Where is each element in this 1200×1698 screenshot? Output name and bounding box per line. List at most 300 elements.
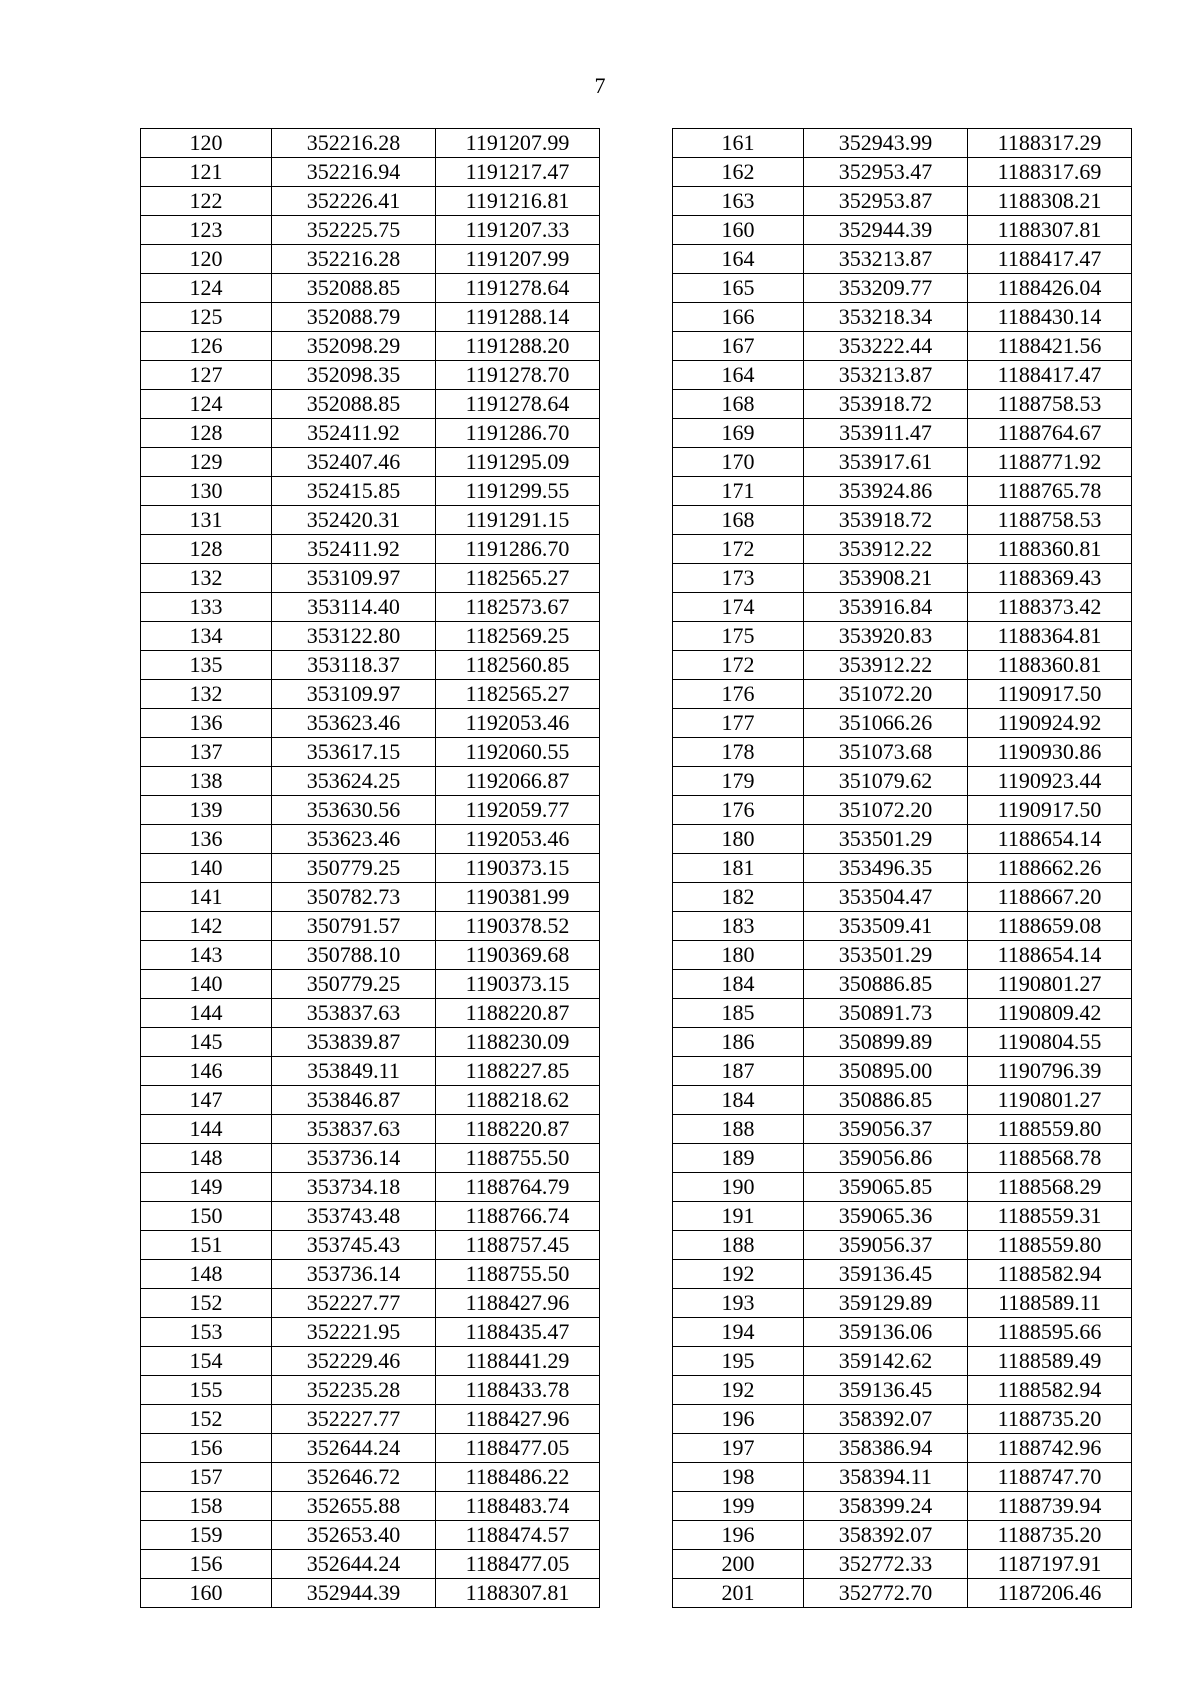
point-number-cell: 157 xyxy=(141,1463,272,1492)
x-coordinate-cell: 352229.46 xyxy=(272,1347,436,1376)
y-coordinate-cell: 1188474.57 xyxy=(436,1521,600,1550)
y-coordinate-cell: 1188766.74 xyxy=(436,1202,600,1231)
y-coordinate-cell: 1188417.47 xyxy=(968,245,1132,274)
point-number-cell: 197 xyxy=(673,1434,804,1463)
x-coordinate-cell: 353109.97 xyxy=(272,680,436,709)
table-row xyxy=(141,390,600,419)
point-number-cell: 156 xyxy=(141,1434,272,1463)
point-number-cell: 136 xyxy=(141,825,272,854)
table-row xyxy=(141,129,600,158)
table-row xyxy=(673,738,1132,767)
y-coordinate-cell: 1190381.99 xyxy=(436,883,600,912)
table-row xyxy=(141,1405,600,1434)
x-coordinate-cell: 358399.24 xyxy=(804,1492,968,1521)
table-row xyxy=(673,1231,1132,1260)
table-row xyxy=(673,506,1132,535)
table-row xyxy=(141,564,600,593)
point-number-cell: 185 xyxy=(673,999,804,1028)
x-coordinate-cell: 353916.84 xyxy=(804,593,968,622)
y-coordinate-cell: 1188364.81 xyxy=(968,622,1132,651)
point-number-cell: 141 xyxy=(141,883,272,912)
table-row xyxy=(673,970,1132,999)
table-row xyxy=(673,245,1132,274)
y-coordinate-cell: 1188659.08 xyxy=(968,912,1132,941)
point-number-cell: 152 xyxy=(141,1289,272,1318)
table-row xyxy=(673,1260,1132,1289)
point-number-cell: 189 xyxy=(673,1144,804,1173)
x-coordinate-cell: 353122.80 xyxy=(272,622,436,651)
y-coordinate-cell: 1188230.09 xyxy=(436,1028,600,1057)
point-number-cell: 173 xyxy=(673,564,804,593)
point-number-cell: 177 xyxy=(673,709,804,738)
x-coordinate-cell: 353623.46 xyxy=(272,709,436,738)
point-number-cell: 188 xyxy=(673,1115,804,1144)
table-row xyxy=(141,1347,600,1376)
y-coordinate-cell: 1188227.85 xyxy=(436,1057,600,1086)
point-number-cell: 128 xyxy=(141,419,272,448)
point-number-cell: 170 xyxy=(673,448,804,477)
table-row xyxy=(673,1376,1132,1405)
table-row xyxy=(141,854,600,883)
x-coordinate-cell: 359136.06 xyxy=(804,1318,968,1347)
y-coordinate-cell: 1188568.78 xyxy=(968,1144,1132,1173)
table-row xyxy=(673,419,1132,448)
y-coordinate-cell: 1188755.50 xyxy=(436,1144,600,1173)
table-row xyxy=(141,1231,600,1260)
y-coordinate-cell: 1190801.27 xyxy=(968,1086,1132,1115)
point-number-cell: 178 xyxy=(673,738,804,767)
table-row xyxy=(141,1202,600,1231)
table-row xyxy=(673,1434,1132,1463)
table-row xyxy=(141,1057,600,1086)
point-number-cell: 144 xyxy=(141,999,272,1028)
y-coordinate-cell: 1191288.14 xyxy=(436,303,600,332)
table-row xyxy=(141,1289,600,1318)
table-row xyxy=(141,1550,600,1579)
y-coordinate-cell: 1188758.53 xyxy=(968,390,1132,419)
point-number-cell: 122 xyxy=(141,187,272,216)
point-number-cell: 171 xyxy=(673,477,804,506)
x-coordinate-cell: 352407.46 xyxy=(272,448,436,477)
table-row xyxy=(141,1492,600,1521)
y-coordinate-cell: 1188568.29 xyxy=(968,1173,1132,1202)
point-number-cell: 140 xyxy=(141,970,272,999)
table-row xyxy=(141,593,600,622)
x-coordinate-cell: 352221.95 xyxy=(272,1318,436,1347)
point-number-cell: 154 xyxy=(141,1347,272,1376)
y-coordinate-cell: 1188662.26 xyxy=(968,854,1132,883)
x-coordinate-cell: 352411.92 xyxy=(272,419,436,448)
x-coordinate-cell: 353496.35 xyxy=(804,854,968,883)
y-coordinate-cell: 1182569.25 xyxy=(436,622,600,651)
y-coordinate-cell: 1188307.81 xyxy=(436,1579,600,1608)
x-coordinate-cell: 359065.36 xyxy=(804,1202,968,1231)
point-number-cell: 179 xyxy=(673,767,804,796)
x-coordinate-cell: 353630.56 xyxy=(272,796,436,825)
x-coordinate-cell: 352411.92 xyxy=(272,535,436,564)
point-number-cell: 126 xyxy=(141,332,272,361)
table-row xyxy=(141,680,600,709)
x-coordinate-cell: 350779.25 xyxy=(272,854,436,883)
point-number-cell: 147 xyxy=(141,1086,272,1115)
x-coordinate-cell: 359136.45 xyxy=(804,1376,968,1405)
x-coordinate-cell: 351066.26 xyxy=(804,709,968,738)
y-coordinate-cell: 1190924.92 xyxy=(968,709,1132,738)
point-number-cell: 134 xyxy=(141,622,272,651)
y-coordinate-cell: 1188559.80 xyxy=(968,1231,1132,1260)
table-row xyxy=(141,332,600,361)
coordinates-table-right xyxy=(672,128,1132,1608)
point-number-cell: 136 xyxy=(141,709,272,738)
x-coordinate-cell: 358386.94 xyxy=(804,1434,968,1463)
table-row xyxy=(141,912,600,941)
x-coordinate-cell: 353839.87 xyxy=(272,1028,436,1057)
point-number-cell: 168 xyxy=(673,506,804,535)
point-number-cell: 142 xyxy=(141,912,272,941)
x-coordinate-cell: 351072.20 xyxy=(804,680,968,709)
table-row xyxy=(673,912,1132,941)
x-coordinate-cell: 350791.57 xyxy=(272,912,436,941)
y-coordinate-cell: 1191299.55 xyxy=(436,477,600,506)
coordinates-table-left xyxy=(140,128,600,1608)
y-coordinate-cell: 1188559.80 xyxy=(968,1115,1132,1144)
y-coordinate-cell: 1188765.78 xyxy=(968,477,1132,506)
point-number-cell: 193 xyxy=(673,1289,804,1318)
y-coordinate-cell: 1188755.50 xyxy=(436,1260,600,1289)
table-row xyxy=(141,1579,600,1608)
point-number-cell: 128 xyxy=(141,535,272,564)
point-number-cell: 166 xyxy=(673,303,804,332)
point-number-cell: 148 xyxy=(141,1144,272,1173)
y-coordinate-cell: 1190373.15 xyxy=(436,970,600,999)
y-coordinate-cell: 1188735.20 xyxy=(968,1405,1132,1434)
point-number-cell: 180 xyxy=(673,825,804,854)
table-row xyxy=(141,158,600,187)
x-coordinate-cell: 351079.62 xyxy=(804,767,968,796)
table-row xyxy=(673,1347,1132,1376)
x-coordinate-cell: 353109.97 xyxy=(272,564,436,593)
y-coordinate-cell: 1190373.15 xyxy=(436,854,600,883)
table-row xyxy=(673,477,1132,506)
y-coordinate-cell: 1188360.81 xyxy=(968,535,1132,564)
table-row xyxy=(673,1463,1132,1492)
point-number-cell: 165 xyxy=(673,274,804,303)
point-number-cell: 133 xyxy=(141,593,272,622)
point-number-cell: 164 xyxy=(673,245,804,274)
table-row xyxy=(673,564,1132,593)
x-coordinate-cell: 352225.75 xyxy=(272,216,436,245)
point-number-cell: 164 xyxy=(673,361,804,390)
table-row xyxy=(673,1318,1132,1347)
table-row xyxy=(141,303,600,332)
point-number-cell: 186 xyxy=(673,1028,804,1057)
y-coordinate-cell: 1192053.46 xyxy=(436,825,600,854)
table-row xyxy=(673,622,1132,651)
x-coordinate-cell: 353911.47 xyxy=(804,419,968,448)
table-row xyxy=(141,216,600,245)
table-row xyxy=(673,1405,1132,1434)
x-coordinate-cell: 352216.28 xyxy=(272,129,436,158)
point-number-cell: 155 xyxy=(141,1376,272,1405)
x-coordinate-cell: 352235.28 xyxy=(272,1376,436,1405)
table-row xyxy=(141,941,600,970)
x-coordinate-cell: 352216.94 xyxy=(272,158,436,187)
y-coordinate-cell: 1187197.91 xyxy=(968,1550,1132,1579)
table-row xyxy=(141,999,600,1028)
table-row xyxy=(141,1434,600,1463)
point-number-cell: 201 xyxy=(673,1579,804,1608)
y-coordinate-cell: 1188421.56 xyxy=(968,332,1132,361)
x-coordinate-cell: 353624.25 xyxy=(272,767,436,796)
y-coordinate-cell: 1188307.81 xyxy=(968,216,1132,245)
y-coordinate-cell: 1190801.27 xyxy=(968,970,1132,999)
y-coordinate-cell: 1188477.05 xyxy=(436,1550,600,1579)
y-coordinate-cell: 1190378.52 xyxy=(436,912,600,941)
point-number-cell: 175 xyxy=(673,622,804,651)
table-row xyxy=(141,1028,600,1057)
y-coordinate-cell: 1188582.94 xyxy=(968,1376,1132,1405)
point-number-cell: 161 xyxy=(673,129,804,158)
x-coordinate-cell: 353501.29 xyxy=(804,825,968,854)
point-number-cell: 140 xyxy=(141,854,272,883)
y-coordinate-cell: 1188417.47 xyxy=(968,361,1132,390)
point-number-cell: 160 xyxy=(673,216,804,245)
point-number-cell: 129 xyxy=(141,448,272,477)
x-coordinate-cell: 353920.83 xyxy=(804,622,968,651)
point-number-cell: 195 xyxy=(673,1347,804,1376)
y-coordinate-cell: 1191207.33 xyxy=(436,216,600,245)
y-coordinate-cell: 1191291.15 xyxy=(436,506,600,535)
x-coordinate-cell: 353743.48 xyxy=(272,1202,436,1231)
point-number-cell: 125 xyxy=(141,303,272,332)
x-coordinate-cell: 352420.31 xyxy=(272,506,436,535)
x-coordinate-cell: 353924.86 xyxy=(804,477,968,506)
table-row xyxy=(673,709,1132,738)
table-row xyxy=(673,187,1132,216)
point-number-cell: 124 xyxy=(141,274,272,303)
x-coordinate-cell: 353912.22 xyxy=(804,651,968,680)
y-coordinate-cell: 1191207.99 xyxy=(436,245,600,274)
x-coordinate-cell: 352088.79 xyxy=(272,303,436,332)
x-coordinate-cell: 359056.37 xyxy=(804,1231,968,1260)
x-coordinate-cell: 353918.72 xyxy=(804,390,968,419)
table-row xyxy=(673,680,1132,709)
x-coordinate-cell: 352943.99 xyxy=(804,129,968,158)
y-coordinate-cell: 1188582.94 xyxy=(968,1260,1132,1289)
table-row xyxy=(141,1115,600,1144)
y-coordinate-cell: 1188771.92 xyxy=(968,448,1132,477)
point-number-cell: 192 xyxy=(673,1376,804,1405)
point-number-cell: 172 xyxy=(673,651,804,680)
y-coordinate-cell: 1192059.77 xyxy=(436,796,600,825)
x-coordinate-cell: 352216.28 xyxy=(272,245,436,274)
x-coordinate-cell: 358392.07 xyxy=(804,1405,968,1434)
table-row xyxy=(673,390,1132,419)
table-row xyxy=(673,1173,1132,1202)
x-coordinate-cell: 353209.77 xyxy=(804,274,968,303)
y-coordinate-cell: 1188218.62 xyxy=(436,1086,600,1115)
table-row xyxy=(673,1579,1132,1608)
table-row xyxy=(673,1550,1132,1579)
table-row xyxy=(673,129,1132,158)
x-coordinate-cell: 350899.89 xyxy=(804,1028,968,1057)
y-coordinate-cell: 1188595.66 xyxy=(968,1318,1132,1347)
y-coordinate-cell: 1188757.45 xyxy=(436,1231,600,1260)
table-row xyxy=(673,274,1132,303)
table-row xyxy=(673,593,1132,622)
y-coordinate-cell: 1188735.20 xyxy=(968,1521,1132,1550)
point-number-cell: 167 xyxy=(673,332,804,361)
y-coordinate-cell: 1188667.20 xyxy=(968,883,1132,912)
table-row xyxy=(141,1086,600,1115)
y-coordinate-cell: 1188589.49 xyxy=(968,1347,1132,1376)
y-coordinate-cell: 1188308.21 xyxy=(968,187,1132,216)
table-row xyxy=(673,854,1132,883)
point-number-cell: 150 xyxy=(141,1202,272,1231)
y-coordinate-cell: 1190809.42 xyxy=(968,999,1132,1028)
point-number-cell: 168 xyxy=(673,390,804,419)
table-row xyxy=(673,1492,1132,1521)
x-coordinate-cell: 359056.37 xyxy=(804,1115,968,1144)
x-coordinate-cell: 353736.14 xyxy=(272,1144,436,1173)
y-coordinate-cell: 1191286.70 xyxy=(436,419,600,448)
y-coordinate-cell: 1191207.99 xyxy=(436,129,600,158)
x-coordinate-cell: 359056.86 xyxy=(804,1144,968,1173)
point-number-cell: 156 xyxy=(141,1550,272,1579)
table-row xyxy=(673,999,1132,1028)
y-coordinate-cell: 1191286.70 xyxy=(436,535,600,564)
point-number-cell: 145 xyxy=(141,1028,272,1057)
y-coordinate-cell: 1188742.96 xyxy=(968,1434,1132,1463)
x-coordinate-cell: 350782.73 xyxy=(272,883,436,912)
y-coordinate-cell: 1190923.44 xyxy=(968,767,1132,796)
y-coordinate-cell: 1188435.47 xyxy=(436,1318,600,1347)
table-row xyxy=(673,1057,1132,1086)
table-row xyxy=(673,332,1132,361)
x-coordinate-cell: 352227.77 xyxy=(272,1405,436,1434)
x-coordinate-cell: 359065.85 xyxy=(804,1173,968,1202)
y-coordinate-cell: 1190917.50 xyxy=(968,680,1132,709)
point-number-cell: 172 xyxy=(673,535,804,564)
y-coordinate-cell: 1192060.55 xyxy=(436,738,600,767)
point-number-cell: 152 xyxy=(141,1405,272,1434)
x-coordinate-cell: 353837.63 xyxy=(272,1115,436,1144)
y-coordinate-cell: 1190369.68 xyxy=(436,941,600,970)
x-coordinate-cell: 350886.85 xyxy=(804,1086,968,1115)
table-row xyxy=(141,1463,600,1492)
x-coordinate-cell: 353501.29 xyxy=(804,941,968,970)
x-coordinate-cell: 352098.29 xyxy=(272,332,436,361)
y-coordinate-cell: 1188559.31 xyxy=(968,1202,1132,1231)
point-number-cell: 176 xyxy=(673,680,804,709)
point-number-cell: 188 xyxy=(673,1231,804,1260)
x-coordinate-cell: 351072.20 xyxy=(804,796,968,825)
point-number-cell: 127 xyxy=(141,361,272,390)
x-coordinate-cell: 353213.87 xyxy=(804,361,968,390)
point-number-cell: 196 xyxy=(673,1405,804,1434)
y-coordinate-cell: 1190796.39 xyxy=(968,1057,1132,1086)
x-coordinate-cell: 352772.70 xyxy=(804,1579,968,1608)
table-row xyxy=(141,1376,600,1405)
point-number-cell: 148 xyxy=(141,1260,272,1289)
y-coordinate-cell: 1188486.22 xyxy=(436,1463,600,1492)
y-coordinate-cell: 1188739.94 xyxy=(968,1492,1132,1521)
x-coordinate-cell: 352227.77 xyxy=(272,1289,436,1318)
x-coordinate-cell: 359129.89 xyxy=(804,1289,968,1318)
y-coordinate-cell: 1190917.50 xyxy=(968,796,1132,825)
x-coordinate-cell: 350886.85 xyxy=(804,970,968,999)
x-coordinate-cell: 353917.61 xyxy=(804,448,968,477)
y-coordinate-cell: 1188441.29 xyxy=(436,1347,600,1376)
y-coordinate-cell: 1190930.86 xyxy=(968,738,1132,767)
point-number-cell: 169 xyxy=(673,419,804,448)
x-coordinate-cell: 359142.62 xyxy=(804,1347,968,1376)
table-row xyxy=(141,709,600,738)
x-coordinate-cell: 352944.39 xyxy=(804,216,968,245)
y-coordinate-cell: 1188360.81 xyxy=(968,651,1132,680)
y-coordinate-cell: 1188427.96 xyxy=(436,1289,600,1318)
table-row xyxy=(673,883,1132,912)
table-row xyxy=(673,825,1132,854)
point-number-cell: 163 xyxy=(673,187,804,216)
table-row xyxy=(141,1144,600,1173)
point-number-cell: 199 xyxy=(673,1492,804,1521)
point-number-cell: 143 xyxy=(141,941,272,970)
y-coordinate-cell: 1182573.67 xyxy=(436,593,600,622)
table-row xyxy=(673,767,1132,796)
y-coordinate-cell: 1191217.47 xyxy=(436,158,600,187)
y-coordinate-cell: 1188426.04 xyxy=(968,274,1132,303)
point-number-cell: 190 xyxy=(673,1173,804,1202)
point-number-cell: 180 xyxy=(673,941,804,970)
y-coordinate-cell: 1191278.64 xyxy=(436,274,600,303)
x-coordinate-cell: 353504.47 xyxy=(804,883,968,912)
y-coordinate-cell: 1188654.14 xyxy=(968,941,1132,970)
table-row xyxy=(141,651,600,680)
x-coordinate-cell: 352415.85 xyxy=(272,477,436,506)
table-row xyxy=(673,216,1132,245)
y-coordinate-cell: 1188430.14 xyxy=(968,303,1132,332)
table-row xyxy=(141,187,600,216)
table-row xyxy=(673,1144,1132,1173)
y-coordinate-cell: 1188764.79 xyxy=(436,1173,600,1202)
point-number-cell: 139 xyxy=(141,796,272,825)
x-coordinate-cell: 352644.24 xyxy=(272,1434,436,1463)
point-number-cell: 158 xyxy=(141,1492,272,1521)
x-coordinate-cell: 352226.41 xyxy=(272,187,436,216)
point-number-cell: 181 xyxy=(673,854,804,883)
y-coordinate-cell: 1191216.81 xyxy=(436,187,600,216)
x-coordinate-cell: 352644.24 xyxy=(272,1550,436,1579)
y-coordinate-cell: 1191288.20 xyxy=(436,332,600,361)
x-coordinate-cell: 351073.68 xyxy=(804,738,968,767)
y-coordinate-cell: 1188373.42 xyxy=(968,593,1132,622)
x-coordinate-cell: 353114.40 xyxy=(272,593,436,622)
point-number-cell: 124 xyxy=(141,390,272,419)
y-coordinate-cell: 1188589.11 xyxy=(968,1289,1132,1318)
x-coordinate-cell: 353908.21 xyxy=(804,564,968,593)
y-coordinate-cell: 1188220.87 xyxy=(436,1115,600,1144)
point-number-cell: 153 xyxy=(141,1318,272,1347)
table-row xyxy=(141,274,600,303)
x-coordinate-cell: 352653.40 xyxy=(272,1521,436,1550)
x-coordinate-cell: 353745.43 xyxy=(272,1231,436,1260)
table-row xyxy=(141,970,600,999)
point-number-cell: 200 xyxy=(673,1550,804,1579)
point-number-cell: 184 xyxy=(673,1086,804,1115)
point-number-cell: 160 xyxy=(141,1579,272,1608)
point-number-cell: 146 xyxy=(141,1057,272,1086)
